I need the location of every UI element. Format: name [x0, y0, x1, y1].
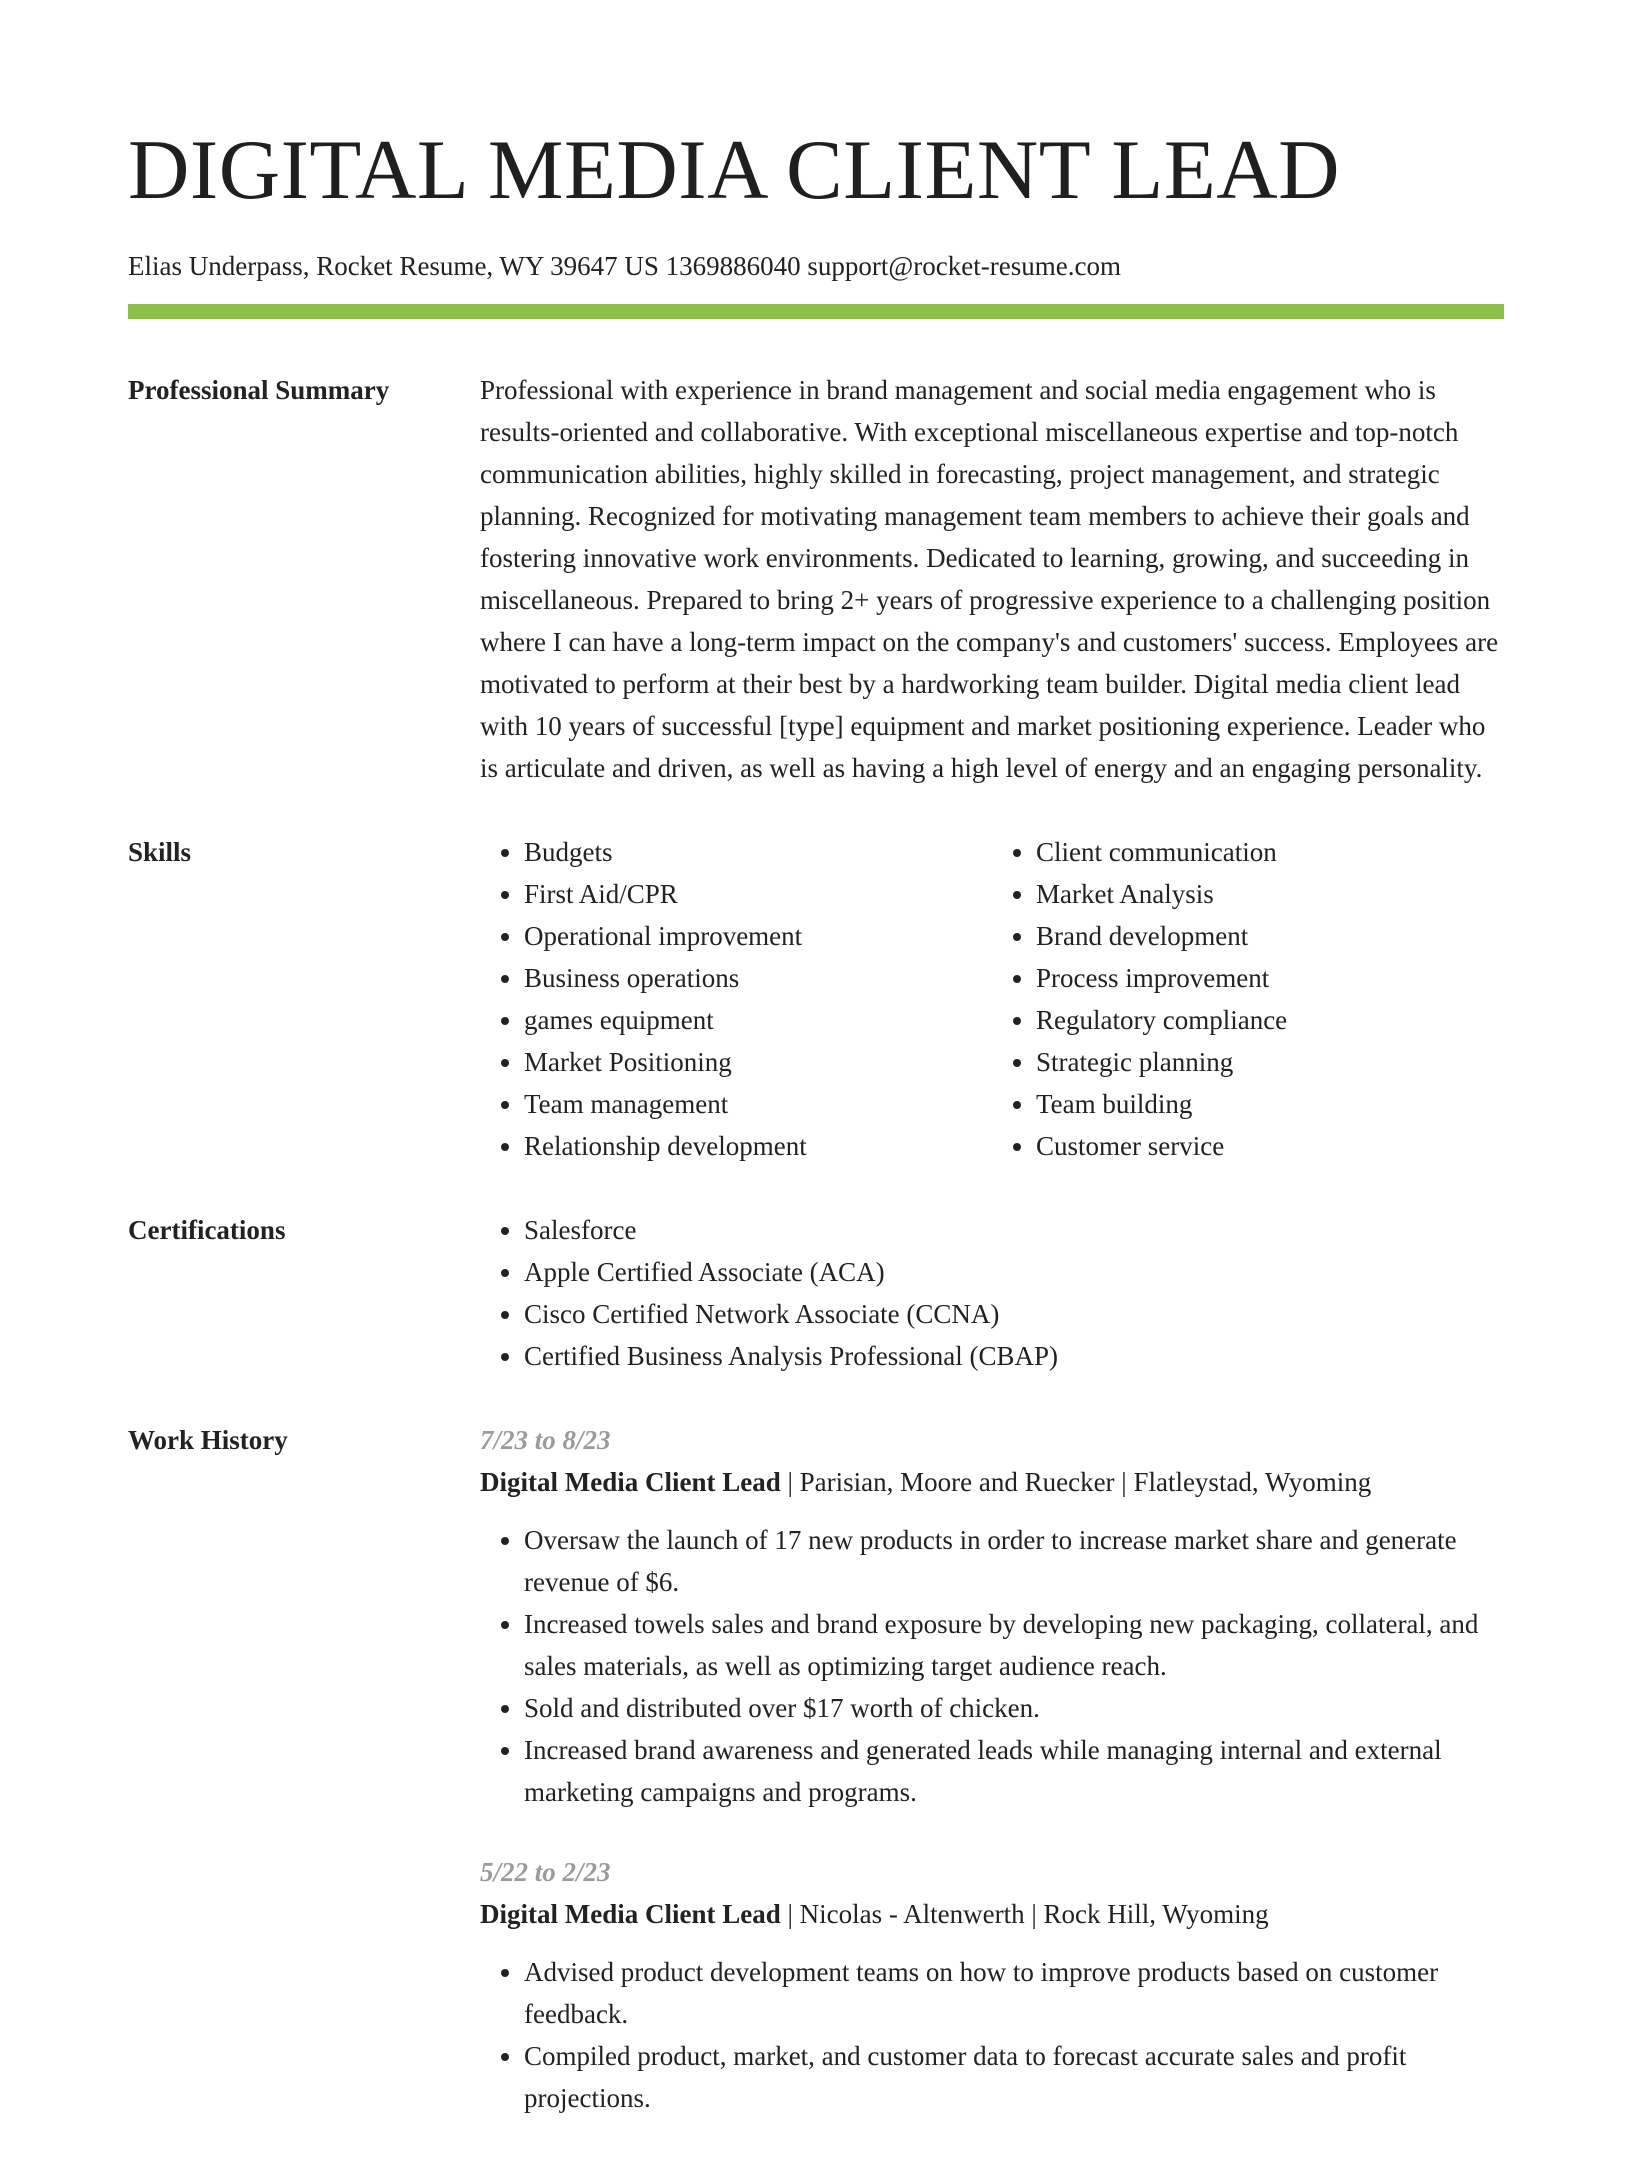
- certifications-list: [480, 1209, 1504, 1377]
- skill-item: • Market Positioning: [524, 1041, 992, 1083]
- skills-grid: [480, 831, 1504, 1167]
- skills-body: [480, 831, 1504, 1167]
- skill-item: • Market Analysis: [1036, 873, 1504, 915]
- skill-item: • Strategic planning: [1036, 1041, 1504, 1083]
- job-bullets: [480, 1519, 1504, 1813]
- skills-list-right: [992, 831, 1504, 1167]
- skill-item: • Business operations: [524, 957, 992, 999]
- job-bullet: • Increased towels sales and brand exposure by developing new packaging, collateral, and sales materials, as well as optimizing target audience reach.: [524, 1603, 1504, 1687]
- section-title-certifications: Certifications: [128, 1215, 286, 1245]
- summary-text: Professional with experience in brand management and social media engagement who is results-oriented and collaborative. With exceptional miscellaneous expertise and top-notch communication abilities, highly skilled in forecasting, project management, and strategic planning. Recognized for motivating management team members to achieve their goals and fostering innovative work environments. Dedicated to learning, growing, and succeeding in miscellaneous. Prepared to bring 2+ years of progressive experience to a challenging position where I can have a long-term impact on the company's and customers' success. Employees are motivated to perform at their best by a hardworking team builder. Digital media client lead with 10 years of successful [type] equipment and market positioning experience. Leader who is articulate and driven, as well as having a high level of energy and an engaging personality.: [480, 375, 1499, 783]
- certifications-section: [128, 1209, 1504, 1377]
- skill-item: • Team management: [524, 1083, 992, 1125]
- job-details: | Nicolas - Altenwerth | Rock Hill, Wyoming: [780, 1899, 1269, 1929]
- certifications-body: [480, 1209, 1504, 1377]
- job-bullets: [480, 1951, 1504, 2119]
- skills-list-left: [480, 831, 992, 1167]
- work-history-body: [480, 1419, 1504, 2157]
- job-dates: 5/22 to 2/23: [480, 1857, 611, 1887]
- job-bullet: • Oversaw the launch of 17 new products in order to increase market share and generate revenue of $6.: [524, 1519, 1504, 1603]
- job-details: | Parisian, Moore and Ruecker | Flatleystad, Wyoming: [780, 1467, 1372, 1497]
- job-heading: [480, 1461, 1504, 1503]
- accent-divider: [128, 304, 1504, 319]
- skill-item: • Team building: [1036, 1083, 1504, 1125]
- skill-item: • First Aid/CPR: [524, 873, 992, 915]
- job-title: Digital Media Client Lead: [480, 1467, 781, 1497]
- job-title: Digital Media Client Lead: [480, 1899, 781, 1929]
- certification-item: • Salesforce: [524, 1209, 1504, 1251]
- job-bullet: • Sold and distributed over $17 worth of chicken.: [524, 1687, 1504, 1729]
- skill-item: • Customer service: [1036, 1125, 1504, 1167]
- skills-section: [128, 831, 1504, 1167]
- skill-item: • Relationship development: [524, 1125, 992, 1167]
- skill-item: • Client communication: [1036, 831, 1504, 873]
- section-title-summary: Professional Summary: [128, 375, 390, 405]
- summary-body: [480, 369, 1504, 789]
- certification-item: • Certified Business Analysis Professional (CBAP): [524, 1335, 1504, 1377]
- skill-item: • Budgets: [524, 831, 992, 873]
- section-title-work-history: Work History: [128, 1425, 288, 1455]
- summary-section: [128, 369, 1504, 789]
- skill-item: • games equipment: [524, 999, 992, 1041]
- certification-item: • Cisco Certified Network Associate (CCNA): [524, 1293, 1504, 1335]
- skill-item: • Regulatory compliance: [1036, 999, 1504, 1041]
- job-bullet: • Increased brand awareness and generated leads while managing internal and external marketing campaigns and programs.: [524, 1729, 1504, 1813]
- resume-title: DIGITAL MEDIA CLIENT LEAD: [128, 123, 1341, 217]
- section-title-skills: Skills: [128, 837, 192, 867]
- job-entry: [480, 1851, 1504, 2119]
- skill-item: • Brand development: [1036, 915, 1504, 957]
- job-entry: [480, 1419, 1504, 1813]
- contact-line: Elias Underpass, Rocket Resume, WY 39647 US 1369886040 support@rocket-resume.com: [128, 251, 1121, 281]
- job-dates: 7/23 to 8/23: [480, 1425, 611, 1455]
- job-heading: [480, 1893, 1504, 1935]
- certification-item: • Apple Certified Associate (ACA): [524, 1251, 1504, 1293]
- job-bullet: • Advised product development teams on how to improve products based on customer feedback.: [524, 1951, 1504, 2035]
- job-bullet: • Compiled product, market, and customer data to forecast accurate sales and profit projections.: [524, 2035, 1504, 2119]
- work-history-section: [128, 1419, 1504, 2157]
- skill-item: • Process improvement: [1036, 957, 1504, 999]
- skill-item: • Operational improvement: [524, 915, 992, 957]
